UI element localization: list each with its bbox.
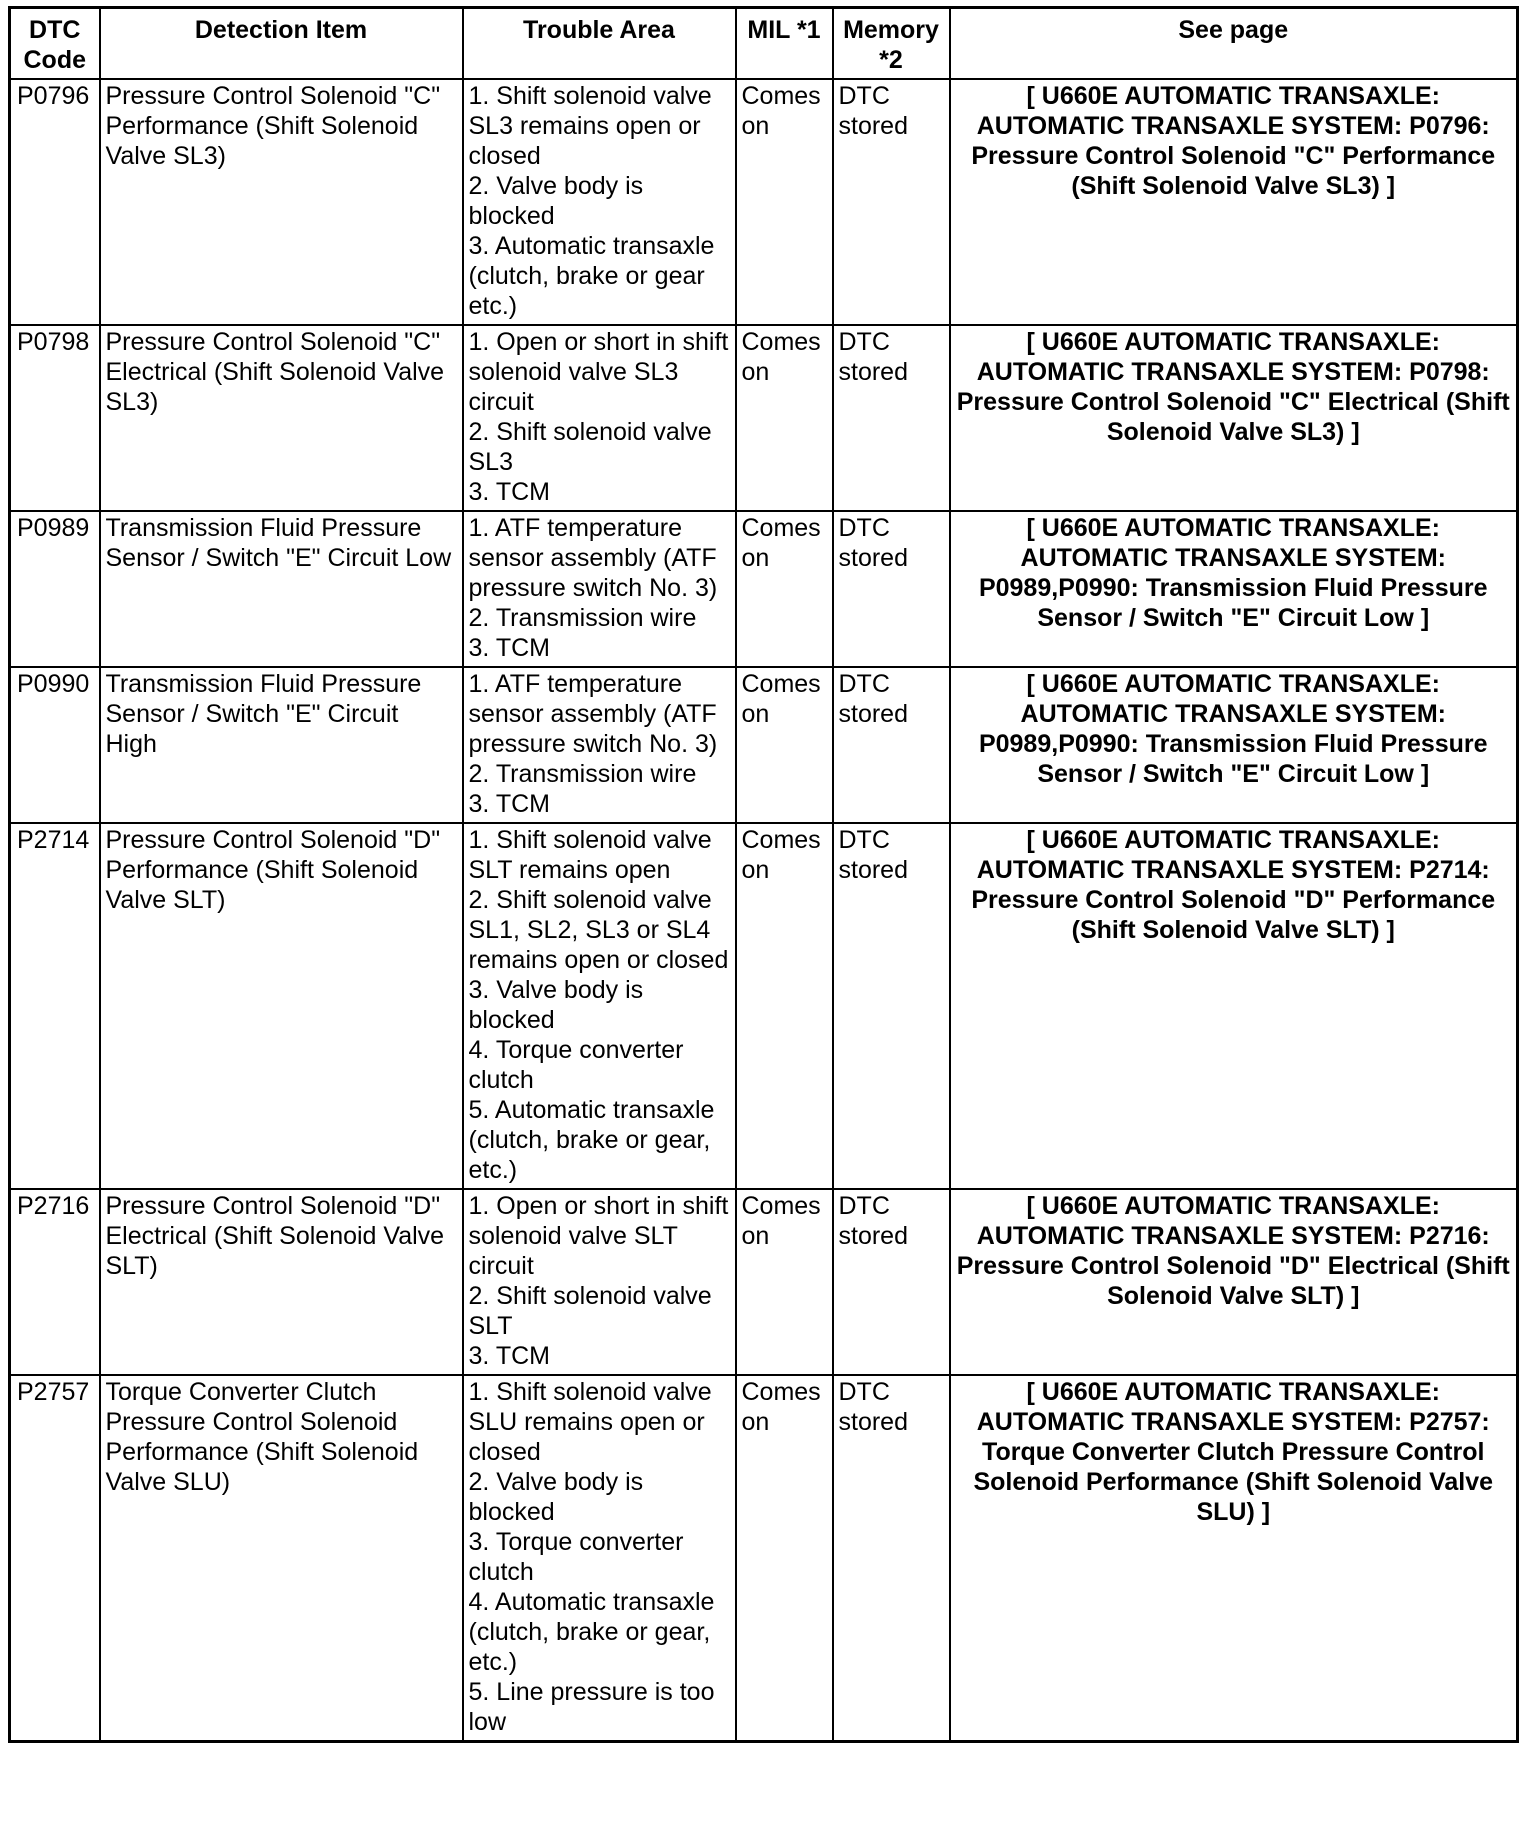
dtc-code: P2714 <box>10 823 100 1189</box>
mil-status: Comes on <box>736 823 833 1189</box>
memory-status: DTC stored <box>833 1189 950 1375</box>
detection-item: Torque Converter Clutch Pressure Control Solenoid Performance (Shift Solenoid Valve SLU) <box>100 1375 463 1742</box>
table-row <box>10 1375 1518 1742</box>
trouble-item: 3. Automatic transaxle (clutch, brake or gear etc.) <box>468 232 715 320</box>
mil-status: Comes on <box>736 511 833 667</box>
trouble-item: 3. Torque converter clutch <box>468 1528 684 1586</box>
dtc-code: P0990 <box>10 667 100 823</box>
trouble-item: 3. TCM <box>468 1342 550 1370</box>
trouble-item: 1. ATF temperature sensor assembly (ATF pressure switch No. 3) <box>468 670 718 758</box>
trouble-item: 5. Automatic transaxle (clutch, brake or gear, etc.) <box>468 1096 715 1184</box>
header-dtc-code: DTC Code <box>10 8 100 80</box>
trouble-area <box>463 1189 736 1375</box>
trouble-item: 2. Shift solenoid valve SLT <box>468 1282 712 1340</box>
dtc-code: P2757 <box>10 1375 100 1742</box>
detection-item: Pressure Control Solenoid "D" Performance (Shift Solenoid Valve SLT) <box>100 823 463 1189</box>
trouble-item: 1. Shift solenoid valve SL3 remains open or closed <box>468 82 712 170</box>
trouble-item: 1. Shift solenoid valve SLU remains open or closed <box>468 1378 712 1466</box>
mil-status: Comes on <box>736 1189 833 1375</box>
trouble-item: 4. Automatic transaxle (clutch, brake or gear, etc.) <box>468 1588 715 1676</box>
detection-item: Pressure Control Solenoid "D" Electrical (Shift Solenoid Valve SLT) <box>100 1189 463 1375</box>
detection-item: Transmission Fluid Pressure Sensor / Switch "E" Circuit High <box>100 667 463 823</box>
dtc-code: P0796 <box>10 79 100 325</box>
trouble-item: 2. Valve body is blocked <box>468 1468 644 1526</box>
trouble-area <box>463 1375 736 1742</box>
dtc-code: P0798 <box>10 325 100 511</box>
trouble-item: 4. Torque converter clutch <box>468 1036 684 1094</box>
dtc-document <box>8 6 1516 1743</box>
trouble-item: 1. Open or short in shift solenoid valve SL3 circuit <box>468 328 729 416</box>
see-page-link[interactable]: [ U660E AUTOMATIC TRANSAXLE: AUTOMATIC TRANSAXLE SYSTEM: P2716: Pressure Control Solenoid "D" Electrical (Shift Solenoid Valve SLT) ] <box>950 1189 1518 1375</box>
header-detection-item: Detection Item <box>100 8 463 80</box>
trouble-area <box>463 79 736 325</box>
dtc-table <box>8 6 1519 1743</box>
table-row <box>10 79 1518 325</box>
trouble-item: 5. Line pressure is too low <box>468 1678 715 1736</box>
detection-item: Transmission Fluid Pressure Sensor / Switch "E" Circuit Low <box>100 511 463 667</box>
header-see-page: See page <box>950 8 1518 80</box>
dtc-code: P0989 <box>10 511 100 667</box>
memory-status: DTC stored <box>833 79 950 325</box>
trouble-item: 3. TCM <box>468 478 550 506</box>
trouble-item: 2. Valve body is blocked <box>468 172 644 230</box>
table-row <box>10 325 1518 511</box>
memory-status: DTC stored <box>833 1375 950 1742</box>
trouble-item: 3. Valve body is blocked <box>468 976 644 1034</box>
header-mil: MIL *1 <box>736 8 833 80</box>
mil-status: Comes on <box>736 667 833 823</box>
memory-status: DTC stored <box>833 325 950 511</box>
see-page-link[interactable]: [ U660E AUTOMATIC TRANSAXLE: AUTOMATIC TRANSAXLE SYSTEM: P0989,P0990: Transmission Fluid Pressure Sensor / Switch "E" Circuit Low ] <box>950 667 1518 823</box>
table-row <box>10 1189 1518 1375</box>
trouble-item: 1. Shift solenoid valve SLT remains open <box>468 826 712 884</box>
memory-status: DTC stored <box>833 667 950 823</box>
table-row <box>10 511 1518 667</box>
trouble-area <box>463 325 736 511</box>
header-memory: Memory *2 <box>833 8 950 80</box>
memory-status: DTC stored <box>833 823 950 1189</box>
mil-status: Comes on <box>736 79 833 325</box>
mil-status: Comes on <box>736 325 833 511</box>
header-row <box>10 8 1518 80</box>
trouble-area <box>463 823 736 1189</box>
trouble-item: 1. Open or short in shift solenoid valve SLT circuit <box>468 1192 729 1280</box>
see-page-link[interactable]: [ U660E AUTOMATIC TRANSAXLE: AUTOMATIC TRANSAXLE SYSTEM: P0798: Pressure Control Solenoid "C" Electrical (Shift Solenoid Valve SL3) ] <box>950 325 1518 511</box>
mil-status: Comes on <box>736 1375 833 1742</box>
trouble-item: 3. TCM <box>468 634 550 662</box>
memory-status: DTC stored <box>833 511 950 667</box>
detection-item: Pressure Control Solenoid "C" Electrical (Shift Solenoid Valve SL3) <box>100 325 463 511</box>
detection-item: Pressure Control Solenoid "C" Performance (Shift Solenoid Valve SL3) <box>100 79 463 325</box>
trouble-item: 2. Shift solenoid valve SL1, SL2, SL3 or SL4 remains open or closed <box>468 886 729 974</box>
trouble-item: 2. Transmission wire <box>468 604 697 632</box>
see-page-link[interactable]: [ U660E AUTOMATIC TRANSAXLE: AUTOMATIC TRANSAXLE SYSTEM: P0796: Pressure Control Solenoid "C" Performance (Shift Solenoid Valve SL3) ] <box>950 79 1518 325</box>
table-row <box>10 823 1518 1189</box>
trouble-item: 2. Shift solenoid valve SL3 <box>468 418 712 476</box>
see-page-link[interactable]: [ U660E AUTOMATIC TRANSAXLE: AUTOMATIC TRANSAXLE SYSTEM: P0989,P0990: Transmission Fluid Pressure Sensor / Switch "E" Circuit Low ] <box>950 511 1518 667</box>
trouble-item: 3. TCM <box>468 790 550 818</box>
trouble-item: 2. Transmission wire <box>468 760 697 788</box>
dtc-code: P2716 <box>10 1189 100 1375</box>
trouble-item: 1. ATF temperature sensor assembly (ATF pressure switch No. 3) <box>468 514 718 602</box>
see-page-link[interactable]: [ U660E AUTOMATIC TRANSAXLE: AUTOMATIC TRANSAXLE SYSTEM: P2757: Torque Converter Clutch Pressure Control Solenoid Performance (Shift Solenoid Valve SLU) ] <box>950 1375 1518 1742</box>
trouble-area <box>463 511 736 667</box>
table-row <box>10 667 1518 823</box>
trouble-area <box>463 667 736 823</box>
see-page-link[interactable]: [ U660E AUTOMATIC TRANSAXLE: AUTOMATIC TRANSAXLE SYSTEM: P2714: Pressure Control Solenoid "D" Performance (Shift Solenoid Valve SLT) ] <box>950 823 1518 1189</box>
header-trouble-area: Trouble Area <box>463 8 736 80</box>
